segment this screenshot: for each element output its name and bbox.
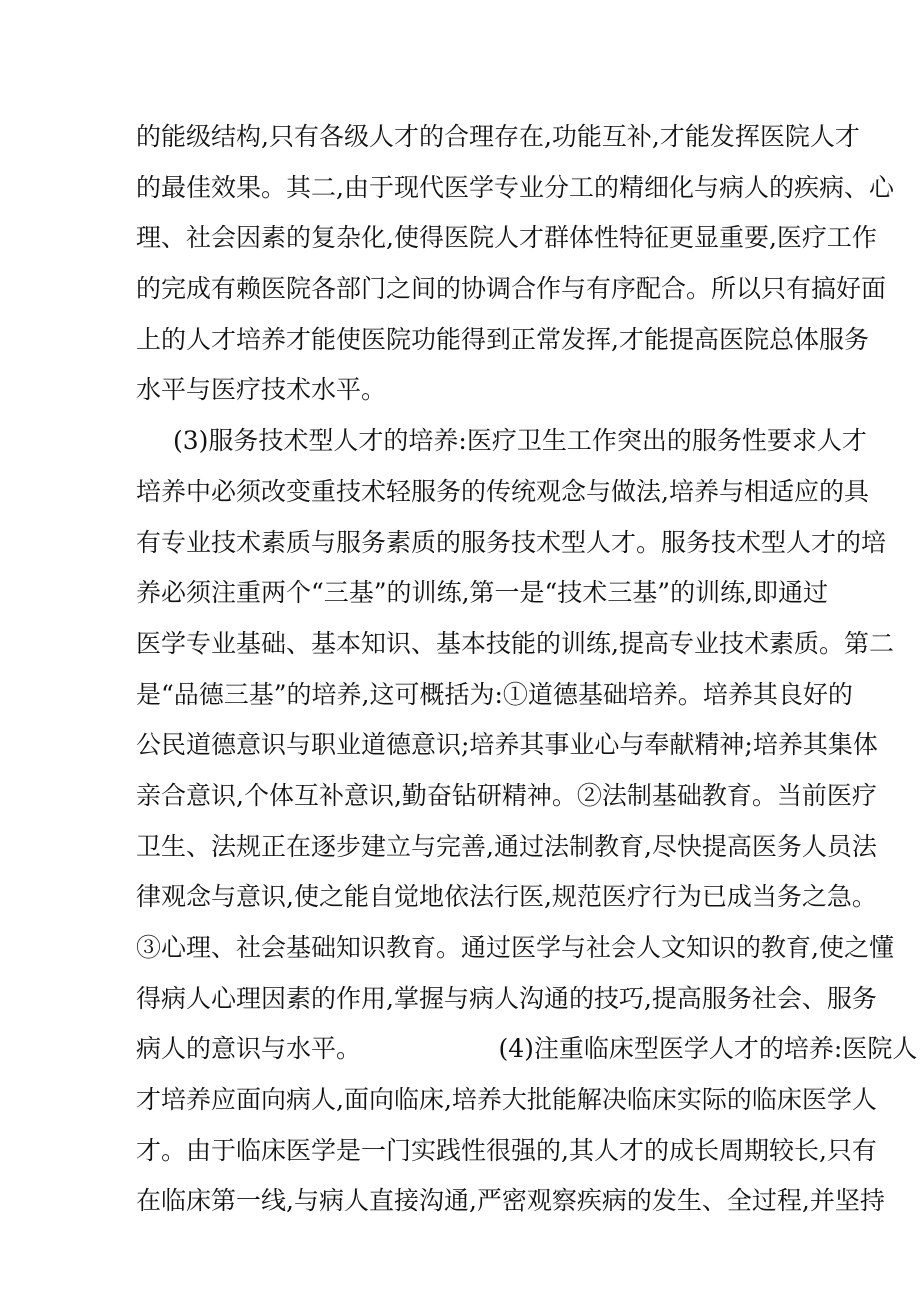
text-line: 上的人才培养才能使医院功能得到正常发挥,才能提高医院总体服务 (136, 324, 869, 354)
text-line: ③心理、社会基础知识教育。通过医学与社会人文知识的教育,使之懂 (136, 933, 894, 962)
text-line: 医学专业基础、基本知识、基本技能的训练,提高专业技术素质。第二 (136, 628, 894, 658)
text-line: 病人的意识与水平。 (4)注重临床型医学人才的培养:医院人 (136, 1034, 918, 1064)
text-line: 的完成有赖医院各部门之间的协调合作与有序配合。所以只有搞好面 (136, 274, 887, 304)
text-line: 有专业技术素质与服务素质的服务技术型人才。服务技术型人才的培 (136, 527, 887, 557)
text-line: 的能级结构,只有各级人才的合理存在,功能互补,才能发挥医院人才 (136, 122, 860, 151)
text-line: 才培养应面向病人,面向临床,培养大批能解决临床实际的临床医学人 (136, 1085, 877, 1115)
text-line: 理、社会因素的复杂化,使得医院人才群体性特征更显重要,医疗工作 (136, 223, 877, 253)
text-line: 是“品德三基”的培养,这可概括为:①道德基础培养。培养其良好的 (136, 679, 853, 709)
text-line: 的最佳效果。其二,由于现代医学专业分工的精细化与病人的疾病、心 (136, 172, 894, 202)
text-line: 水平与医疗技术水平。 (136, 375, 387, 405)
text-line: 得病人心理因素的作用,掌握与病人沟通的技巧,提高服务社会、服务 (136, 983, 877, 1013)
text-line: 才。由于临床医学是一门实践性很强的,其人才的成长周期较长,只有 (136, 1135, 877, 1165)
paragraph-start-line: (3)服务技术型人才的培养:医疗卫生工作突出的服务性要求人才 (173, 426, 867, 456)
text-line: 在临床第一线,与病人直接沟通,严密观察疾病的发生、全过程,并坚持 (136, 1186, 885, 1216)
text-line: 养必须注重两个“三基”的训练,第一是“技术三基”的训练,即通过 (136, 578, 829, 608)
body-text (136, 112, 918, 1227)
text-line: 亲合意识,个体互补意识,勤奋钻研精神。②法制基础教育。当前医疗 (136, 780, 877, 810)
text-line: 律观念与意识,使之能自觉地依法行医,规范医疗行为已成当务之急。 (136, 882, 877, 912)
text-line: 卫生、法规正在逐步建立与完善,通过法制教育,尽快提高医务人员法 (136, 831, 877, 861)
text-line: 公民道德意识与职业道德意识;培养其事业心与奉献精神;培养其集体 (136, 730, 878, 760)
text-line: 培养中必须改变重技术轻服务的传统观念与做法,培养与相适应的具 (136, 476, 869, 506)
